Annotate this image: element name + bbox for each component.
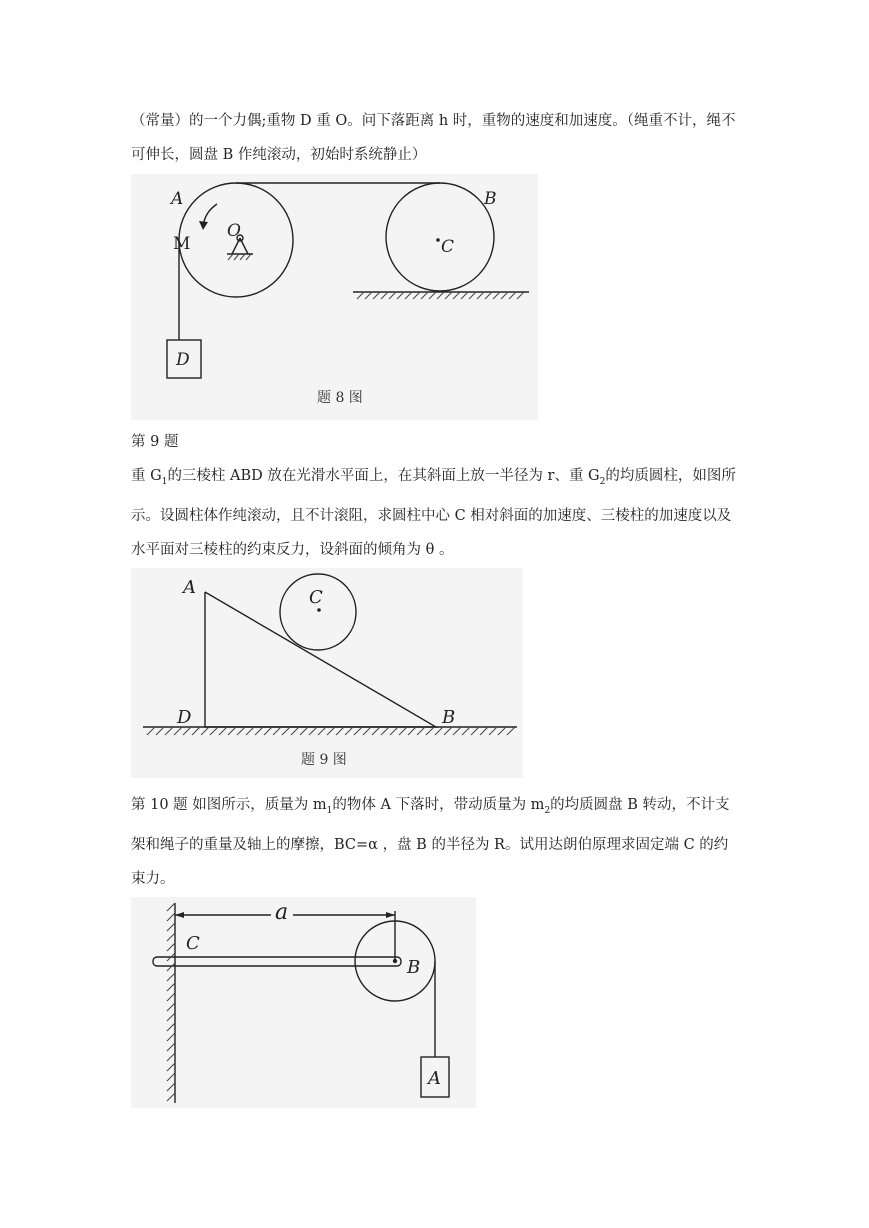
- label-d: D: [176, 350, 190, 370]
- q9-heading: 第 9 题: [131, 434, 179, 450]
- label-c: C: [309, 587, 323, 608]
- label-b: B: [484, 189, 497, 209]
- q10-paragraph: 第 10 题 如图所示，质量为 $m_1$的物体 A 下落时，带动质量为 $m_2$的均质圆盘 B 转动，不计支架和绳子的重量及轴上的摩擦，BC=α ，盘 B 的半径为 R。试用达朗伯原理求固定端 C 的约束力。: [131, 797, 730, 887]
- figure-8-drawing: [131, 174, 538, 420]
- prism-abd: [205, 592, 436, 727]
- cylinder-c: [280, 574, 356, 650]
- paragraph-q8-continuation: （常量）的一个力偶;重物 D 重 O。问下落距离 h 时，重物的速度和加速度。（绳重不计，绳不可伸长，圆盘 B 作纯滚动，初始时系统静止）: [131, 113, 736, 163]
- label-b: B: [442, 707, 456, 728]
- beam-cb: [153, 957, 401, 966]
- label-a: A: [171, 189, 184, 209]
- label-a: A: [183, 577, 196, 598]
- disk-b-circle: [386, 183, 494, 291]
- label-c: C: [441, 237, 455, 257]
- figure-9-drawing: [131, 568, 523, 778]
- label-o: O: [227, 221, 241, 241]
- figure-9: [131, 568, 523, 778]
- figure-10: [131, 897, 476, 1108]
- label-b: B: [407, 957, 421, 978]
- figure-9-caption: 题 9 图: [301, 752, 347, 768]
- label-a-dimension: a: [275, 900, 289, 925]
- label-c: C: [186, 933, 200, 954]
- label-a-weight: A: [428, 1068, 441, 1089]
- figure-8: [131, 174, 538, 420]
- label-m: M: [173, 234, 191, 254]
- figure-10-drawing: [131, 897, 476, 1108]
- figure-8-caption: 题 8 图: [317, 390, 363, 406]
- label-d: D: [177, 707, 192, 728]
- q9-paragraph: 重 $G_1$的三棱柱 ABD 放在光滑水平面上，在其斜面上放一半径为 r、重 $G_2$的均质圆柱，如图所示。设圆柱体作纯滚动，且不计滚阻，求圆柱中心 C 相对斜面的加速度、三棱柱的加速度以及水平面对三棱柱的约束反力，设斜面的倾角为 θ 。: [131, 468, 736, 558]
